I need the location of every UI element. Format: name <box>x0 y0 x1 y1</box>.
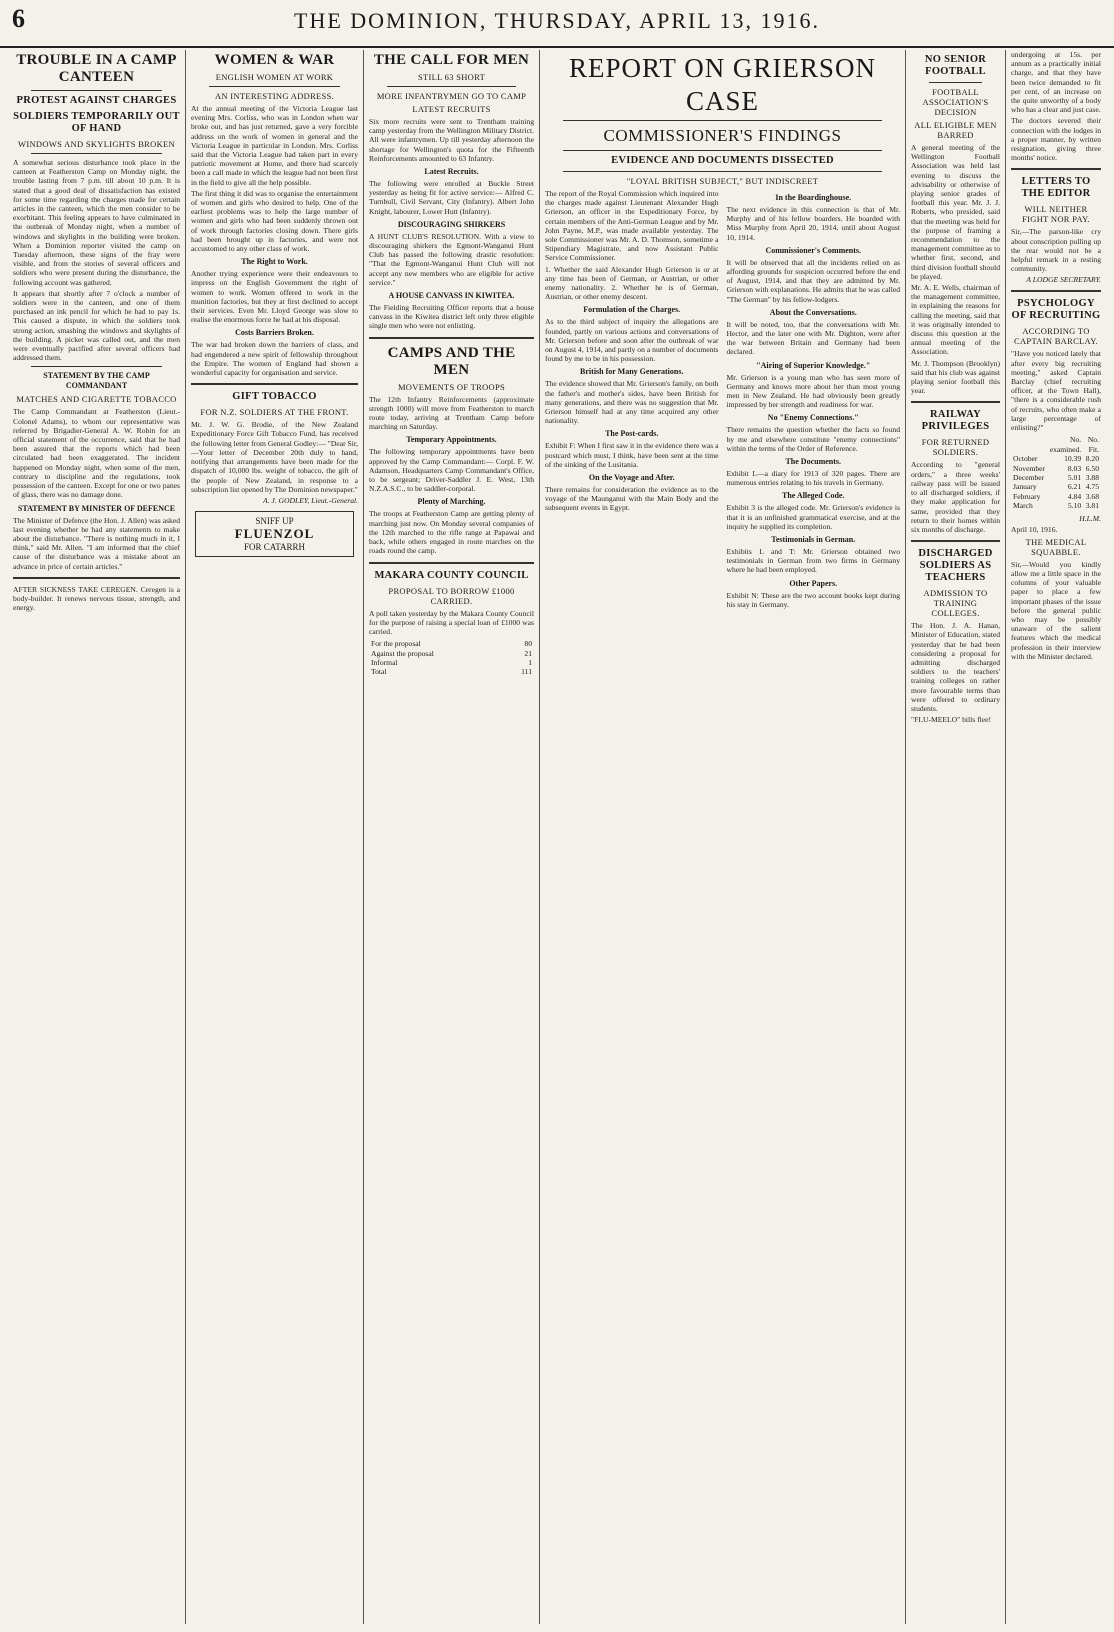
deck: AN INTERESTING ADDRESS. <box>214 91 335 101</box>
headline-grierson: REPORT ON GRIERSON <box>569 53 876 83</box>
divider <box>31 153 162 154</box>
article-text: Exhibit N: These are the two account books kept during his stay in Germany. <box>726 590 900 609</box>
subhead: STATEMENT BY THE CAMP COMMANDANT <box>43 371 150 391</box>
letter-date: April 10, 1916. <box>1011 524 1058 534</box>
deck: ADMISSION TO TRAINING COLLEGES. <box>923 588 988 619</box>
sub-column-b <box>727 189 901 611</box>
deck: EVIDENCE AND DOCUMENTS DISSECTED <box>611 155 834 166</box>
recruiting-table <box>1011 435 1101 510</box>
value-cell: 6.21 <box>1067 482 1082 492</box>
divider <box>209 86 340 87</box>
value-cell: 5.10 <box>1067 501 1082 511</box>
poll-table <box>369 639 534 677</box>
subhead: About the Conversations. <box>769 307 857 317</box>
article-text: According to "general orders," a three weeks' railway pass will be issued to all discharged soldiers, if they make application for same, provided that they return to their homes within six months of discharge. <box>911 460 1000 534</box>
subhead: The Documents. <box>785 457 842 467</box>
subhead: Plenty of Marching. <box>417 497 486 507</box>
divider <box>911 401 1000 403</box>
article-text: Mr. J. W. G. Brodie, of the New Zealand Expeditionary Force Gift Tobacco Fund, has received the following letter from General Godley:— "Dear Sir,—Your letter of December 20th duly to hand, notifying that arrangements have been made for the dispatch of 10,000 lbs. weight of tobacco, the gift of the people of New Zealand, in response to a subscription list opened by The Dominion newspaper." <box>191 420 358 494</box>
divider <box>929 82 982 83</box>
table-row <box>369 667 534 676</box>
article-text: Exhibits L and T: Mr. Grierson obtained two testimonials in German from two firms in Germany where he had been employed. <box>726 547 900 575</box>
divider <box>369 337 534 339</box>
column-header: No. Fit. <box>1087 435 1099 454</box>
article-text: The evidence showed that Mr. Grierson's family, on both the father's and mother's sides, have been British for many generations, and there was no suggestion that Mr. Grierson himself had at any time acquired any other nationality. <box>545 379 719 426</box>
subhead: In the Boardinghouse. <box>775 193 852 202</box>
subhead: Commissioner's Comments. <box>765 245 862 255</box>
headline-psychology-recruiting: PSYCHOLOGY OF RECRUITING <box>1011 298 1101 322</box>
value-cell: 3.68 <box>1085 491 1099 501</box>
poll-value: 21 <box>524 648 532 658</box>
table-row <box>1011 482 1101 491</box>
deck: PROTEST AGAINST CHARGES <box>16 95 177 106</box>
deck: STILL 63 SHORT <box>417 72 486 82</box>
article-text: There remains for consideration the evidence as to the voyage of the Maunganui with the Main Body and the subsequent events in Egypt. <box>545 485 719 513</box>
subhead: Formulation of the Charges. <box>583 305 681 315</box>
subhead: Temporary Appointments. <box>406 435 497 445</box>
poll-label: Informal <box>371 657 398 667</box>
divider <box>13 577 180 579</box>
signature: A. J. GODLEY, Lieut.-General. <box>262 495 358 505</box>
poll-value: 1 <box>528 657 532 667</box>
article-text: The following temporary appointments have been approved by the Camp Commandant:— Corpl. F. W. Adamson, Headquarters Camp Commandant's Office, to be sergeant; Driver-Saddler J. E. West, 13th N.Z.A.S.C., to be saddler-corporal. <box>369 447 534 494</box>
table-row <box>1011 473 1101 482</box>
article-text: Mr. J. Thompson (Brooklyn) said that his club was against playing senior football this year. <box>911 358 1000 396</box>
divider <box>31 366 162 367</box>
deck: FOOTBALL ASSOCIATION'S DECISION <box>922 87 989 117</box>
headline-call-for-men: THE CALL FOR MEN <box>373 52 530 68</box>
article-text: As to the third subject of inquiry the allegations are founded, partly on various actions and conversations of Mr. Grierson before and soon after the outbreak of war on August 4, 1914, and partly on a number of documents found by me to be in his possession. <box>545 317 719 364</box>
subhead: MATCHES AND CIGARETTE TOBACCO <box>16 394 177 405</box>
column-4 <box>540 50 906 1624</box>
advert-line: FOR CATARRH <box>243 541 306 552</box>
headline-camp-canteen: TROUBLE IN A CAMP CANTEEN <box>16 52 177 85</box>
article-text: The Minister of Defence (the Hon. J. Allen) was asked last evening whether he had any statements to make about the disturbance. "There is nothing much in it, I think," said Mr. Allen. "I am informed that the chief cause of the disturbance was a mistake about an advance in price of certain articles." <box>13 515 180 571</box>
deck: MOVEMENTS OF TROOPS <box>397 381 506 392</box>
month-cell: January <box>1013 482 1037 492</box>
value-cell: 6.50 <box>1085 463 1099 473</box>
article-text: undergoing at 15s. per annum as a practically initial charge, and that they have been twice demanded to fit per cent, of an increase on the quite unworthy of a body who has a clear and just case. <box>1011 50 1101 115</box>
column-6 <box>1006 50 1106 1624</box>
article-text: The Fielding Recruiting Officer reports that a house canvass in the Kiwitea district left only three eligible single men who were not enlisting. <box>369 303 534 331</box>
headline-railway-privileges: RAILWAY PRIVILEGES <box>921 409 990 433</box>
article-text: It appears that shortly after 7 o'clock a number of soldiers were in the canteen, and one of them purchased an ink pencil for which he had to pay 1s. This caused a dispute, in which the soldiers took strong action, smashing the windows and skylights of the building. A picket was called out, and the men were eventually pacified after several officers had addressed them. <box>13 288 180 363</box>
article-text: Exhibit 3 is the alleged code. Mr. Grierson's evidence is that it is an unfinished grammatical exercise, and at the inquiry he supplied its completion. <box>726 503 900 531</box>
subhead: Latest Recruits. <box>424 167 479 177</box>
fluenzol-advert <box>195 511 354 557</box>
article-text: The doctors severed their connection with the lodges in a proper manner, by written resignation, giving three months' notice. <box>1011 116 1101 163</box>
article-text: The Hon. J. A. Hanan, Minister of Education, stated yesterday that he had been considering a proposal for admitting discharged soldiers to the teachers' training colleges on rather more favourable terms than were offered to ordinary students. <box>911 621 1000 713</box>
column-1 <box>8 50 186 1624</box>
article-text: Six more recruits were sent to Trentham training camp yesterday from the Wellington Military District. All were infantrymen. Up till yesterday afternoon the shortage for Wellington's quota for the Fifteenth Reinforcements amounted to 63 Infantry. <box>369 117 534 163</box>
poll-value: 111 <box>521 667 532 677</box>
article-text: Exhibit L—a diary for 1913 of 320 pages. There are numerous entries relating to his travels in Germany. <box>726 469 900 488</box>
subhead: British for Many Generations. <box>580 367 684 377</box>
divider <box>31 90 162 91</box>
month-cell: October <box>1013 454 1038 464</box>
headline-letters: LETTERS TO THE EDITOR <box>1021 176 1091 200</box>
article-columns <box>545 189 900 611</box>
table-row <box>1011 501 1101 510</box>
headline-discharged-soldiers: DISCHARGED SOLDIERS AS TEACHERS <box>918 548 993 584</box>
subhead: On the Voyage and After. <box>588 473 675 483</box>
column-3 <box>364 50 540 1624</box>
deck: ENGLISH WOMEN AT WORK <box>215 72 334 82</box>
column-2 <box>186 50 364 1624</box>
headline-no-senior-football: NO SENIOR FOOTBALL <box>924 54 987 77</box>
poll-label: For the proposal <box>371 639 421 649</box>
subhead: The Alleged Code. <box>782 491 845 501</box>
poll-label: Total <box>371 667 387 677</box>
article-text: It will be observed that all the incidents relied on as affording grounds for suspicion occurred before the end of August, 1914, and that they are admitted by Mr. Grierson with explanations. He admits that he was called "The German" by his fellow-lodgers. <box>726 257 900 304</box>
columns <box>8 50 1106 1624</box>
month-cell: February <box>1013 491 1041 501</box>
article-text: The war had broken down the barriers of class, and had engendered a new spirit of fellowship throughout the Empire. The women of England had shown a wonderful capacity for organisation and service. <box>191 340 358 378</box>
subhead: DISCOURAGING SHIRKERS <box>397 219 506 229</box>
value-cell: 5.01 <box>1067 472 1082 482</box>
deck: PROPOSAL TO BORROW £1000 CARRIED. <box>388 585 515 606</box>
sub-column-a <box>545 189 719 611</box>
table-row <box>369 649 534 658</box>
article-text: At the annual meeting of the Victoria League last evening Mrs. Corliss, who was in London when war broke out, and has just returned, gave a very forcible address on the work of women in general and the Victoria League in particular in London. Mrs. Corliss said that the Victoria League had taken part in every patriotic movement at Home, and there had scarcely been a call made in which the league had not been first in the field to give all the help possible. <box>191 104 358 187</box>
article-text: The next evidence in this connection is that of Mr. Murphy and of his fellow boarders. He boarded with Miss Murphy from April 20, 1914, until about August 10, 1914. <box>726 205 900 242</box>
deck: ALL ELIGIBLE MEN BARRED <box>914 120 997 140</box>
month-cell: December <box>1013 472 1045 482</box>
table-row <box>1011 454 1101 463</box>
page-number: 6 <box>12 4 25 33</box>
month-cell: March <box>1013 501 1033 511</box>
subhead: Testimonials in German. <box>771 535 856 545</box>
article-text: Exhibit F: When I first saw it in the evidence there was a postcard which must, I think, have been sent at the time of the sinking of the Lusitania. <box>545 441 719 469</box>
article-text: A poll taken yesterday by the Makara County Council for the purpose of raising a special loan of £1000 was carried. <box>369 608 534 636</box>
table-row <box>1011 492 1101 501</box>
article-text: "Have you noticed lately that after every big recruiting meeting," asked Captain Barclay (chief recruiting officer, at the Town Hall), "there is a considerable rush of recruits, who often make a large percentage of enlisting?" <box>1011 349 1101 433</box>
advertisement: "FLU-MEELO" bills flee! <box>911 715 992 725</box>
divider <box>563 171 882 172</box>
table-row <box>1011 464 1101 473</box>
table-row <box>369 639 534 648</box>
column-header: No. examined. <box>1049 435 1082 454</box>
month-cell: November <box>1013 463 1046 473</box>
article-text: There remains the question whether the facts so found by me and elsewhere constitute "enemy connections" within the terms of the Order of Reference. <box>726 425 900 453</box>
deck: FOR RETURNED SOLDIERS. <box>921 437 990 458</box>
column-5 <box>906 50 1006 1624</box>
divider <box>563 150 882 151</box>
deck: FOR N.Z. SOLDIERS AT THE FRONT. <box>200 407 349 418</box>
headline-women-war: WOMEN & WAR <box>214 52 335 68</box>
article-text: 1. Whether the said Alexander Hugh Grierson is or at any time has been of German, or Austrian, or other enemy nationality. 2. Whether he is of German, Austrian, or other enemy descent. <box>545 264 719 302</box>
subhead: The Post-cards. <box>605 429 659 439</box>
deck: ACCORDING TO CAPTAIN BARCLAY. <box>1014 326 1098 347</box>
deck: SOLDIERS TEMPORARILY OUT OF HAND <box>13 111 180 134</box>
article-text: Mr. Grierson is a young man who has seen more of Germany and knows more about her than most young men in New Zealand. He had obviously been greatly impressed by her strength and readiness for war. <box>726 372 900 410</box>
subhead: Other Papers. <box>789 578 838 588</box>
article-text: Another trying experience were their endeavours to impress on the English Government the right of women to work. Women offered to work in the munition factories, but they at first declined to accept their services. Even Mr. Lloyd George was slow to realise the enormous force he had at his disposal. <box>191 269 358 325</box>
subhead: STATEMENT BY MINISTER OF DEFENCE <box>17 503 176 513</box>
headline-camps-and-men: CAMPS AND THE MEN <box>387 344 516 378</box>
advertisement: AFTER SICKNESS TAKE CEREGEN. Ceregen is a body-builder. It renews nervous tissue, strength, and energy. <box>13 584 180 613</box>
advert-brand: FLUENZOL <box>234 525 315 541</box>
divider <box>369 562 534 564</box>
article-text: The Camp Commandant at Featherston (Lieut.-Colonel Adams), to whom our representative was referred by Brigadier-General A. W. Robin for an official statement of the occurrence, said that he had been assured that the reports which had been circulated had been exaggerated. The incident happened on Monday night, when some of the men, contrary to discipline and the regulations, took possession of the canteen. Except for one or two panes of glass, there was no damage done. <box>13 407 180 500</box>
divider <box>191 383 358 385</box>
deck: COMMISSIONER'S FINDINGS <box>603 126 842 145</box>
subhead: THE MEDICAL SQUABBLE. <box>1025 536 1087 557</box>
signature: H.L.M. <box>1079 513 1101 523</box>
newspaper-title: THE DOMINION, THURSDAY, APRIL 13, 1916. <box>294 8 820 33</box>
column-header <box>1011 435 1047 454</box>
deck: MORE INFANTRYMEN GO TO CAMP <box>376 91 527 101</box>
deck: LATEST RECRUITS <box>412 104 491 114</box>
headline-grierson-2: CASE <box>685 86 760 116</box>
value-cell: 4.84 <box>1067 491 1082 501</box>
poll-value: 80 <box>524 639 532 649</box>
article-text: Sir,—The parson-like cry about conscription pulling up the rear would not be a helpful remark in a resting community. <box>1011 227 1101 274</box>
divider <box>563 120 882 121</box>
divider <box>911 540 1000 542</box>
value-cell: 3.81 <box>1085 501 1099 511</box>
article-text: Mr. A. E. Wells, chairman of the management committee, in explaining the reasons for calling the meeting, said that it was originally intended to discuss this question at the annual meeting of the Association. <box>911 283 1000 357</box>
subhead: The Right to Work. <box>241 257 308 267</box>
value-cell: 8.20 <box>1085 454 1099 464</box>
article-text: A somewhat serious disturbance took place in the canteen at Featherston Camp on Monday night, the trouble lasting from 7 p.m. till about 10 p.m. It is stated that a good deal of dissatisfaction has existed for some time regarding the charges made for certain articles in the canteen, which the men consider to be exorbitant. This feeling appears to have culminated in the outbreak of Monday night, when a number of windows and skylights in the building were broken. When a Dominion reporter visited the camp on Tuesday afternoon, these signs of the fray were visible, and from the stories of several officers and soldiers who were present during the disturbance, the following account was gathered. <box>13 158 180 287</box>
advert-line: SNIFF UP <box>255 515 294 526</box>
divider <box>387 86 516 87</box>
article-text: Sir,—Would you kindly allow me a little space in the columns of your valuable paper to place a few important phases of the issue before the general public who may be possibly unaware of the salient features which the medical profession in their interview with the Minister declared. <box>1011 559 1101 661</box>
masthead <box>0 0 1114 48</box>
deck: "LOYAL BRITISH SUBJECT," BUT INDISCREET <box>626 176 819 186</box>
table-header <box>1011 435 1101 454</box>
headline-gift-tobacco: GIFT TOBACCO <box>232 391 317 403</box>
deck: WINDOWS AND SKYLIGHTS BROKEN <box>18 139 175 149</box>
poll-label: Against the proposal <box>371 648 434 658</box>
headline-makara: MAKARA COUNTY COUNCIL <box>374 569 529 581</box>
article-text: The 12th Infantry Reinforcements (approximate strength 1000) will move from Featherston to march route today, arriving at Trentham Camp before marching on Saturday. <box>369 394 534 432</box>
article-text: The first thing it did was to organise the entertainment of women and girls who desired to help. One of the earliest problems was to help the large number of women and girls who had been suddenly thrown out of work through factories closing down. There girls had been brought up in factories, and were not accustomed to any other class of work. <box>191 188 358 254</box>
subhead: WILL NEITHER FIGHT NOR PAY. <box>1022 204 1090 225</box>
table-row <box>369 658 534 667</box>
divider <box>1011 168 1101 170</box>
value-cell: 10.39 <box>1064 454 1082 464</box>
divider <box>1011 290 1101 292</box>
article-text: It will be noted, too, that the conversations with Mr. Hector, and the later one with Mr. Dighton, were after the war between Britain and Germany had been declared. <box>726 319 900 357</box>
article-text: A HUNT CLUB'S RESOLUTION. With a view to discouraging shirkers the Egmont-Wanganui Hunt Club has passed the following drastic resolution: "That the Egmont-Wanganui Hunt Club will not accept any new members who are eligible for active service." <box>369 231 534 287</box>
subhead: Costs Barriers Broken. <box>235 328 314 338</box>
value-cell: 4.75 <box>1085 482 1099 492</box>
value-cell: 8.03 <box>1067 463 1082 473</box>
article-text: The following were enrolled at Buckle Street yesterday as being fit for active service:— Alfred C. Turnbull, Civil Servant, City (Infantry). Albert John Knight, labourer, Lower Hutt (Infantry). <box>369 179 534 216</box>
article-text: The report of the Royal Commission which inquired into the charges made against Lieutenant Alexander Hugh Grierson, an officer in the Expeditionary Force, by certain members of the Anti-German League and by Mr. John Payne, M.P., was made available yesterday. The sole Commissioner was Mr. A. D. Thomson, sometime a Stipendiary Magistrate, and now Assistant Public Service Commissioner. <box>545 189 719 263</box>
article-text: The troops at Featherston Camp are getting plenty of marching just now. On Monday several companies of the 12th marched to the rifle range at Papawai and back, while others engaged in route marches on the roads round the camp. <box>369 509 534 556</box>
signature: A LODGE SECRETARY. <box>1026 275 1101 285</box>
subhead: No "Enemy Connections." <box>767 413 859 423</box>
subhead: "Airing of Superior Knowledge." <box>756 360 871 370</box>
article-text: A general meeting of the Wellington Football Association was held last evening to discuss the advisability or otherwise of playing senior grades of football this year. Mr. J. J. Roberts, who presided, said that the meeting was held for the purpose of framing a recommendation to the management committee as to whether first, second, and third division football should be played. <box>911 143 1000 281</box>
subhead: A HOUSE CANVASS IN KIWITEA. <box>388 291 515 301</box>
value-cell: 3.88 <box>1085 472 1099 482</box>
